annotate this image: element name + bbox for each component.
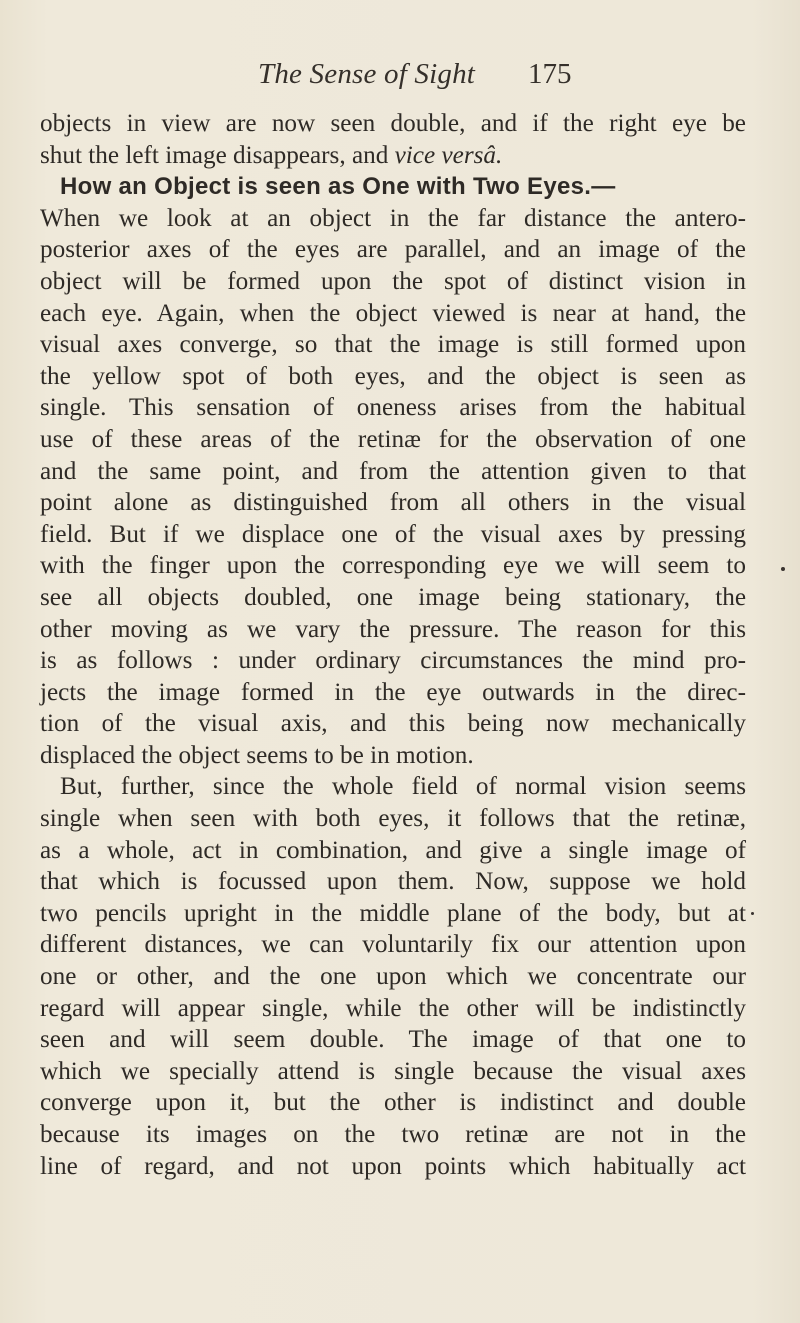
text-line: because its images on the two retinæ are not in the	[40, 1121, 746, 1148]
page-number: 175	[528, 58, 572, 90]
text-line: one or other, and the one upon which we concentrate our	[40, 963, 746, 991]
text-line: with the finger upon the corresponding eye we will seem to	[40, 552, 746, 580]
text-line: use of these areas of the retinæ for the observation of one	[40, 425, 746, 453]
running-title: The Sense of Sight	[258, 58, 476, 90]
text-line	[40, 140, 746, 172]
italic-phrase: vice versâ.	[394, 141, 503, 169]
text-line: single when seen with both eyes, it follows that the retinæ,	[40, 805, 746, 833]
text-line: line of regard, and not upon points which habitually act	[40, 1152, 746, 1180]
text-line: that which is focussed upon them. Now, suppose we hold	[40, 868, 746, 896]
text-line: regard will appear single, while the other will be indistinctly	[40, 994, 746, 1022]
text-line: and the same point, and from the attention given to that	[40, 457, 746, 485]
text-line: When we look at an object in the far distance the antero-	[40, 204, 746, 232]
text-line: is as follows : under ordinary circumstances the mind pro-	[40, 647, 746, 675]
text-line: posterior axes of the eyes are parallel, and an image of the	[40, 236, 746, 264]
text-line-segment: shut the left image disappears, and	[40, 141, 389, 169]
margin-speck	[751, 912, 754, 915]
text-line: visual axes converge, so that the image is still formed upon	[40, 331, 746, 359]
body-text	[40, 108, 746, 1182]
text-line: different distances, we can voluntarily fix our attention upon	[40, 931, 746, 959]
text-line: which we specially attend is single because the visual axes	[40, 1057, 746, 1085]
text-line: see all objects doubled, one image being stationary, the	[40, 583, 746, 611]
text-line: field. But if we displace one of the visual axes by pressing	[40, 520, 746, 548]
text-line: as a whole, act in combination, and give a single image of	[40, 836, 746, 864]
text-line: converge upon it, but the other is indistinct and double	[40, 1089, 746, 1117]
text-line: other moving as we vary the pressure. The reason for this	[40, 615, 746, 643]
margin-speck	[781, 567, 785, 571]
text-line: point alone as distinguished from all others in the visual	[40, 489, 746, 517]
text-line: object will be formed upon the spot of distinct vision in	[40, 267, 746, 295]
text-line: objects in view are now seen double, and if the right eye be	[40, 110, 746, 137]
text-line: each eye. Again, when the object viewed is near at hand, the	[40, 299, 746, 327]
text-line: But, further, since the whole field of normal vision seems	[60, 773, 746, 801]
text-line: jects the image formed in the eye outwards in the direc-	[40, 678, 746, 706]
text-line: tion of the visual axis, and this being now mechanically	[40, 710, 746, 738]
running-head	[0, 58, 800, 98]
section-heading: How an Object is seen as One with Two Eyes.—	[60, 173, 616, 201]
text-line: the yellow spot of both eyes, and the object is seen as	[40, 362, 746, 390]
text-line: two pencils upright in the middle plane of the body, but at	[40, 899, 746, 927]
text-line: single. This sensation of oneness arises from the habitual	[40, 394, 746, 422]
text-line: displaced the object seems to be in motion.	[40, 741, 474, 769]
text-line: seen and will seem double. The image of that one to	[40, 1026, 746, 1054]
